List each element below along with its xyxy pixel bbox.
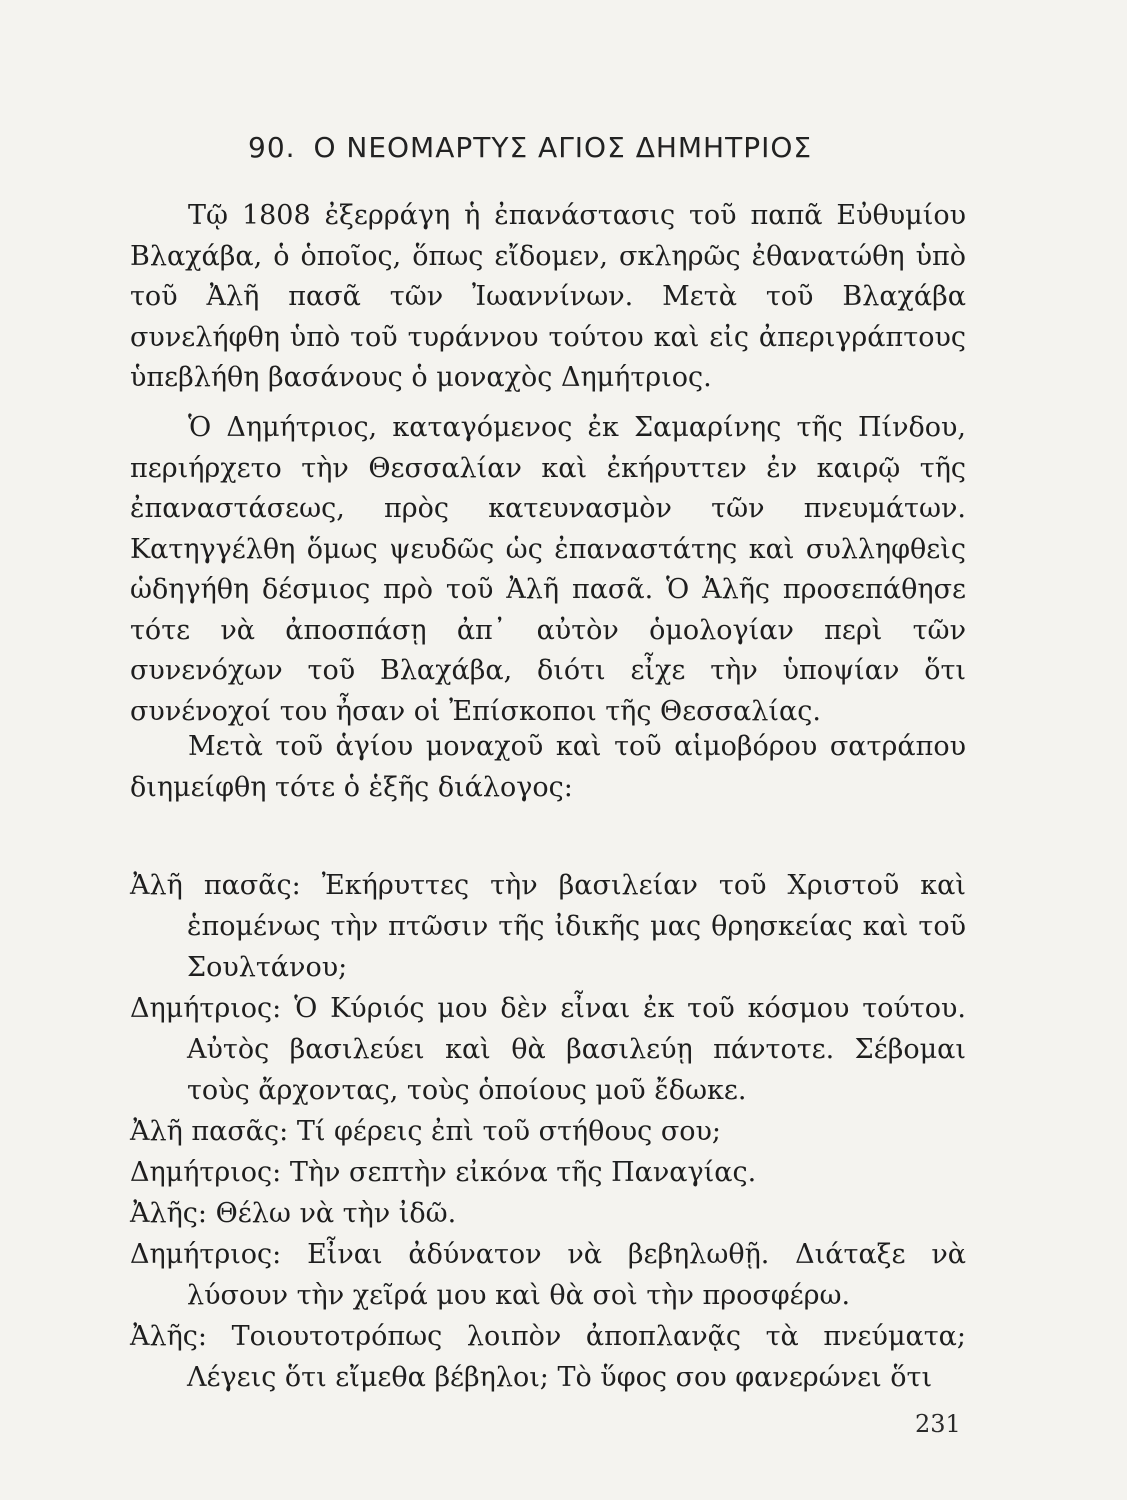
dialogue-line xyxy=(130,1111,966,1152)
chapter-heading xyxy=(248,131,868,164)
chapter-number: 90. xyxy=(248,131,296,164)
speaker-name: Δημήτριος: xyxy=(130,1239,282,1270)
paragraph-text: Μετὰ τοῦ ἁγίου μοναχοῦ καὶ τοῦ αἱμοβόρου σατράπου διημείφθη τότε ὁ ἑξῆς διάλογος: xyxy=(130,731,966,803)
dialogue xyxy=(130,865,966,1398)
paragraph-3 xyxy=(130,727,966,808)
speaker-name: Ἀλῆ πασᾶς: xyxy=(130,1116,289,1147)
dialogue-text: Τοιουτοτρόπως λοιπὸν ἀποπλανᾷς τὰ πνεύματα; Λέγεις ὅτι εἴμεθα βέβηλοι; Τὸ ὕφος σου φανερώνει ὅτι xyxy=(187,1321,966,1393)
speaker-name: Ἀλῆς: xyxy=(130,1321,208,1352)
paragraph-text: Ὁ Δημήτριος, καταγόμενος ἐκ Σαμαρίνης τῆς Πίνδου, περιήρχετο τὴν Θεσσαλίαν καὶ ἐκήρυττεν ἐν καιρῷ τῆς ἐπαναστάσεως, πρὸς κατευνασμὸν τῶν πνευμάτων. Κατηγγέλθη ὅμως ψευδῶς ὡς ἐπαναστάτης καὶ συλληφθεὶς ὡδηγήθη δέσμιος πρὸ τοῦ Ἀλῆ πασᾶ. Ὁ Ἀλῆς προσεπάθησε τότε νὰ ἀποσπάσῃ ἀπ᾽ αὐτὸν ὁμολογίαν περὶ τῶν συνενόχων τοῦ Βλαχάβα, διότι εἶχε τὴν ὑποψίαν ὅτι συνένοχοί του ἦσαν οἱ Ἐπίσκοποι τῆς Θεσσαλίας. xyxy=(130,412,966,727)
speaker-name: Δημήτριος: xyxy=(130,993,282,1024)
dialogue-text: Τὴν σεπτὴν εἰκόνα τῆς Παναγίας. xyxy=(289,1157,757,1188)
dialogue-text: Ἐκήρυττες τὴν βασιλείαν τοῦ Χριστοῦ καὶ ἑπομένως τὴν πτῶσιν τῆς ἰδικῆς μας θρησκείας καὶ τοῦ Σουλτάνου; xyxy=(187,870,966,983)
dialogue-text: Εἶναι ἀδύνατον νὰ βεβηλωθῇ. Διάταξε νὰ λύσουν τὴν χεῖρά μου καὶ θὰ σοὶ τὴν προσφέρω. xyxy=(187,1239,966,1311)
dialogue-line xyxy=(130,865,966,988)
dialogue-line xyxy=(130,988,966,1111)
speaker-name: Ἀλῆ πασᾶς: xyxy=(130,870,301,901)
paragraph-1 xyxy=(130,196,966,399)
paragraph-2 xyxy=(130,408,966,732)
dialogue-line xyxy=(130,1316,966,1398)
dialogue-text: Τί φέρεις ἐπὶ τοῦ στήθους σου; xyxy=(296,1116,722,1147)
dialogue-text: Θέλω νὰ τὴν ἰδῶ. xyxy=(215,1198,457,1229)
page-number: 231 xyxy=(915,1410,961,1438)
speaker-name: Ἀλῆς: xyxy=(130,1198,208,1229)
dialogue-line xyxy=(130,1193,966,1234)
speaker-name: Δημήτριος: xyxy=(130,1157,282,1188)
dialogue-line xyxy=(130,1234,966,1316)
dialogue-line xyxy=(130,1152,966,1193)
chapter-title: Ο ΝΕΟΜΑΡΤΥΣ ΑΓΙΟΣ ΔΗΜΗΤΡΙΟΣ xyxy=(313,131,813,164)
dialogue-text: Ὁ Κύριός μου δὲν εἶναι ἐκ τοῦ κόσμου τούτου. Αὐτὸς βασιλεύει καὶ θὰ βασιλεύῃ πάντοτε. Σέβομαι τοὺς ἄρχοντας, τοὺς ὁποίους μοῦ ἔδωκε. xyxy=(187,993,966,1106)
paragraph-text: Τῷ 1808 ἐξερράγη ἡ ἐπανάστασις τοῦ παπᾶ Εὐθυμίου Βλαχάβα, ὁ ὁποῖος, ὅπως εἴδομεν, σκληρῶς ἐθανατώθη ὑπὸ τοῦ Ἀλῆ πασᾶ τῶν Ἰωαννίνων. Μετὰ τοῦ Βλαχάβα συνελήφθη ὑπὸ τοῦ τυράννου τούτου καὶ εἰς ἀπεριγράπτους ὑπεβλήθη βασάνους ὁ μοναχὸς Δημήτριος. xyxy=(130,200,966,393)
